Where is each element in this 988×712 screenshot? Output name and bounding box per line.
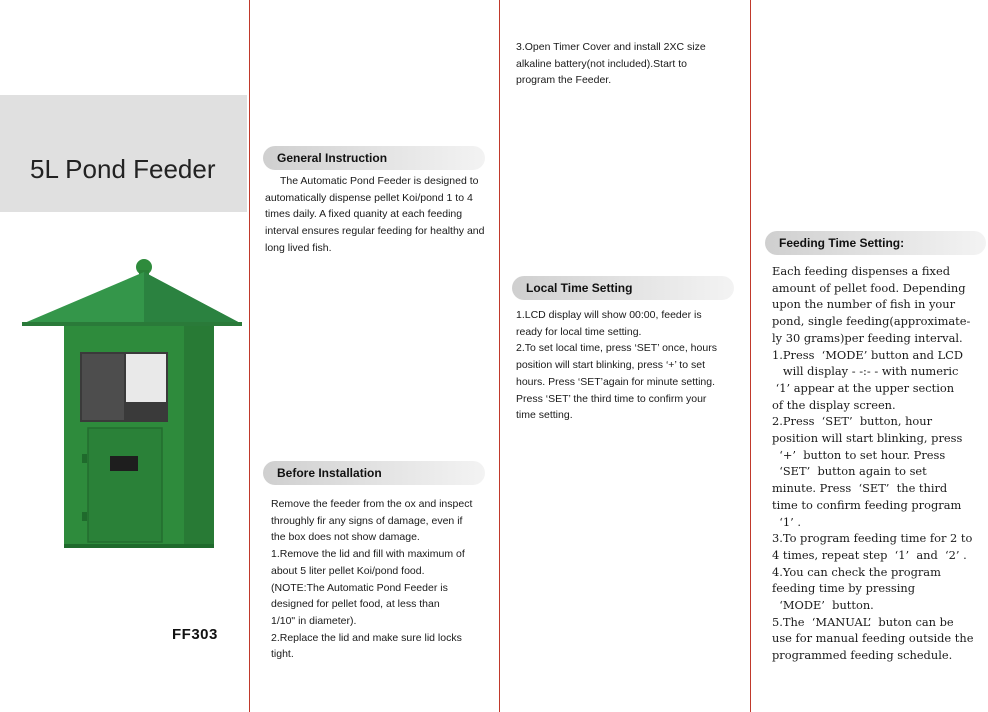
- text-line: 3.To program feeding time for 2 to: [772, 531, 973, 546]
- text-line: 1.Remove the lid and fill with maximum of: [271, 548, 465, 561]
- text-line: 1.LCD display will show 00:00, feeder is: [516, 309, 702, 321]
- text-line: throughly fir any signs of damage, even if: [271, 514, 463, 527]
- text-line: amount of pellet food. Depending: [772, 280, 966, 295]
- text-line: will display - -:- - with numeric: [772, 364, 959, 379]
- text-line: designed for pellet food, at less than: [271, 598, 440, 611]
- model-number: FF303: [172, 626, 218, 643]
- text-line: ly 30 grams)per feeding interval.: [772, 330, 963, 345]
- text-line: interval ensures regular feeding for healthy and: [265, 225, 485, 238]
- text-line: program the Feeder.: [516, 74, 612, 87]
- local-time-setting-heading: Local Time Setting: [512, 276, 734, 300]
- text-line: hours. Press ‘SET’again for minute setting.: [516, 375, 716, 388]
- text-line: Remove the feeder from the ox and inspect: [271, 498, 473, 510]
- text-line: 3.Open Timer Cover and install 2XC size: [516, 41, 706, 53]
- text-line: time setting.: [516, 409, 573, 422]
- text-line: (NOTE:The Automatic Pond Feeder is: [271, 581, 448, 594]
- text-line: minute. Press ‘SET’ the third: [772, 481, 948, 496]
- text-line: 1/10" in diameter).: [271, 614, 357, 627]
- text-line: ‘1’ appear at the upper section: [772, 380, 955, 395]
- text-line: use for manual feeding outside the: [772, 631, 974, 646]
- text-line: upon the number of fish in your: [772, 297, 956, 312]
- text-line: 2.To set local time, press ‘SET’ once, hours: [516, 342, 717, 355]
- text-line: Each feeding dispenses a fixed: [772, 264, 950, 278]
- text-line: ‘+’ button to set hour. Press: [772, 447, 946, 462]
- text-line: 5.The ‘MANUAL’ buton can be: [772, 614, 954, 629]
- text-line: automatically dispense pellet Koi/pond 1 to 4: [265, 191, 473, 204]
- text-line: long lived fish.: [265, 241, 332, 254]
- text-line: time to confirm feeding program: [772, 497, 962, 512]
- text-line: position will start blinking, press ‘+’ to set: [516, 359, 705, 372]
- text-line: times daily. A fixed quanity at each feeding: [265, 208, 463, 221]
- text-line: of the display screen.: [772, 397, 896, 412]
- local-time-setting-text: [516, 307, 742, 424]
- timer-cover-text: [516, 39, 742, 89]
- text-line: Press ‘SET’ the third time to confirm your: [516, 392, 707, 405]
- text-line: ‘1’ .: [772, 514, 801, 529]
- text-line: pond, single feeding(approximate-: [772, 314, 971, 329]
- text-line: ‘SET’ button again to set: [772, 464, 927, 479]
- text-line: The Automatic Pond Feeder is designed to: [280, 175, 479, 187]
- column-divider-1: [249, 0, 250, 712]
- text-line: the box does not show damage.: [271, 531, 420, 544]
- column-divider-3: [750, 0, 751, 712]
- text-line: programmed feeding schedule.: [772, 648, 953, 663]
- text-line: 4.You can check the program: [772, 564, 941, 579]
- before-installation-text: [271, 496, 493, 663]
- text-line: alkaline battery(not included).Start to: [516, 57, 688, 70]
- text-line: ready for local time setting.: [516, 325, 642, 338]
- text-line: 1.Press ‘MODE’ button and LCD: [772, 347, 964, 362]
- feeding-time-setting-heading: Feeding Time Setting:: [765, 231, 986, 255]
- text-line: tight.: [271, 648, 294, 661]
- text-line: about 5 liter pellet Koi/pond food.: [271, 564, 425, 577]
- page-title: 5L Pond Feeder: [30, 154, 216, 184]
- before-installation-heading: Before Installation: [263, 461, 485, 485]
- text-line: 2.Press ‘SET’ button, hour: [772, 414, 933, 429]
- text-line: ‘MODE’ button.: [772, 598, 874, 613]
- text-line: position will start blinking, press: [772, 431, 963, 446]
- pond-feeder-image: [20, 258, 244, 550]
- text-line: 4 times, repeat step ‘1’ and ‘2’ .: [772, 547, 967, 562]
- general-instruction-text: [265, 173, 493, 257]
- column-divider-2: [499, 0, 500, 712]
- text-line: feeding time by pressing: [772, 581, 916, 596]
- text-line: 2.Replace the lid and make sure lid locks: [271, 631, 462, 644]
- general-instruction-heading: General Instruction: [263, 146, 485, 170]
- feeding-time-setting-text: [772, 263, 986, 664]
